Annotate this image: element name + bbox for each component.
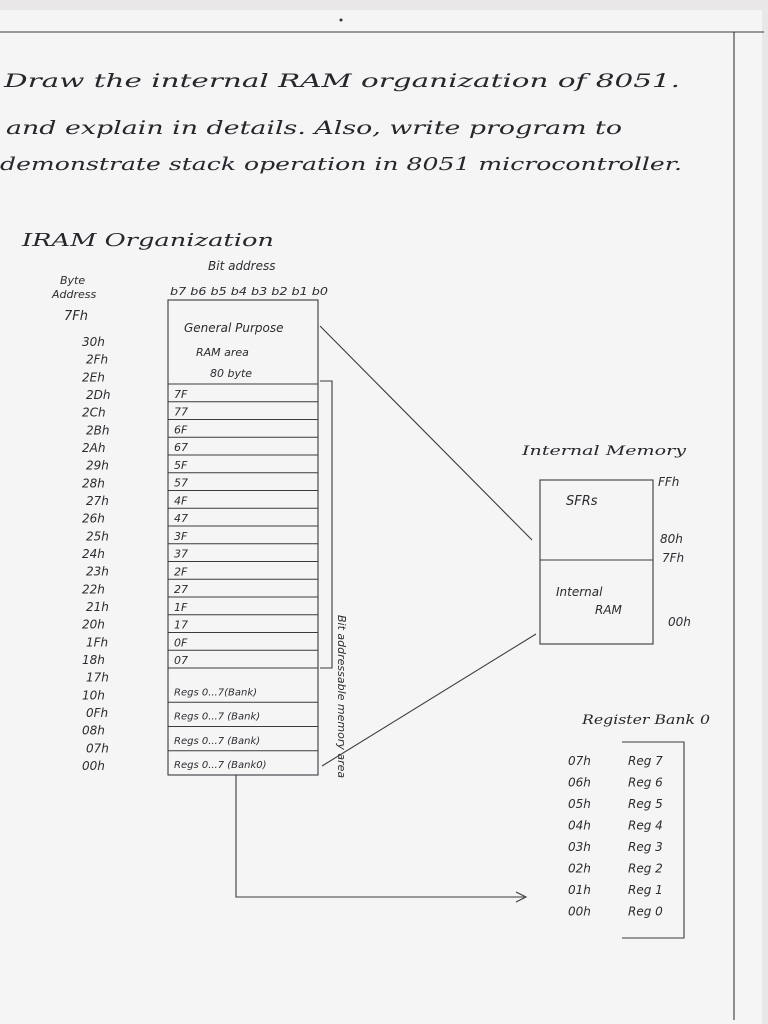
register-name: Reg 3 [628, 840, 663, 854]
bit-cell-label: 2F [174, 565, 188, 579]
bit-cell-label: 4F [174, 494, 188, 508]
register-address: 07h [568, 754, 591, 768]
byte-address: 00h [82, 759, 105, 773]
addr-7fh: 7Fh [662, 551, 685, 565]
connector-lower [322, 634, 536, 766]
gp-label-line3: 80 byte [210, 367, 253, 380]
byte-address: 30h [82, 335, 105, 349]
bit-cell-label: 0F [174, 636, 188, 650]
bit-cell-label: 47 [174, 512, 188, 525]
connector-upper [320, 326, 532, 540]
bit-cell-label: 3F [174, 529, 188, 543]
bank-cell-label: Regs 0...7 (Bank) [174, 735, 261, 747]
byte-address: 2Dh [86, 388, 111, 402]
bit-cell-label: 5F [174, 458, 188, 472]
bit-cell-label: 27 [174, 583, 188, 596]
byte-address: 2Ch [82, 405, 106, 420]
byte-address: 18h [82, 653, 105, 667]
bit-cell-label: 7F [174, 387, 188, 401]
register-address: 02h [568, 861, 591, 876]
bank-cell-label: Regs 0...7 (Bank) [174, 711, 261, 723]
byte-address: 10h [82, 688, 105, 703]
internal-memory-title: Internal Memory [520, 444, 687, 459]
byte-address-label: Byte Address [52, 274, 97, 301]
register-name: Reg 2 [628, 861, 663, 876]
byte-address: 27h [86, 494, 109, 508]
question-line-2: and explain in details. Also, write program to [6, 117, 622, 139]
byte-address: 08h [82, 723, 105, 738]
byte-address: 1Fh [86, 635, 109, 650]
byte-address: 29h [86, 458, 109, 473]
question-line-3: demonstrate stack operation in 8051 microcontroller. [0, 154, 682, 175]
gp-label-line1: General Purpose [184, 321, 284, 335]
register-name: Reg 0 [628, 904, 663, 919]
bit-cell-label: 67 [174, 441, 188, 454]
bit-cell-label: 17 [174, 618, 188, 632]
register-address: 03h [568, 840, 591, 854]
byte-address: 0Fh [86, 706, 109, 720]
register-name: Reg 4 [628, 818, 663, 833]
addr-00h: 00h [668, 615, 691, 629]
top-address-label: 7Fh [64, 309, 88, 324]
byte-address: 24h [82, 547, 105, 561]
question-line-1: Draw the internal RAM organization of 8051. [2, 70, 680, 92]
bank-cell-label: Regs 0...7(Bank) [174, 687, 258, 699]
bank-cell-label: Regs 0...7 (Bank0) [174, 760, 267, 771]
bit-cell-label: 37 [174, 547, 188, 561]
register-address: 00h [568, 904, 591, 919]
arrow-to-register-bank [236, 775, 524, 897]
register-name: Reg 6 [628, 775, 663, 790]
byte-address: 21h [86, 600, 109, 614]
byte-address: 07h [86, 741, 109, 756]
register-address: 04h [568, 818, 591, 833]
bit-cell-label: 57 [174, 476, 188, 490]
bit-addressable-label: Bit addressable memory area [335, 615, 348, 779]
byte-address: 2Fh [86, 352, 109, 367]
byte-address: 2Eh [82, 370, 105, 385]
addr-80h: 80h [660, 532, 683, 546]
byte-address: 25h [86, 529, 109, 544]
diagram-title: IRAM Organization [20, 230, 274, 251]
byte-address: 2Ah [82, 441, 106, 455]
byte-address: 20h [82, 617, 105, 632]
bit-header: b7 b6 b5 b4 b3 b2 b1 b0 [170, 285, 328, 298]
register-bank-cells [168, 687, 318, 771]
register-address: 05h [568, 797, 591, 811]
bit-addressable-cells [168, 388, 318, 668]
byte-address: 26h [82, 511, 105, 526]
byte-address: 28h [82, 476, 105, 491]
register-name: Reg 7 [628, 754, 663, 768]
bit-cell-label: 6F [174, 423, 188, 437]
bit-cell-label: 77 [174, 405, 188, 419]
byte-address: 17h [86, 670, 109, 685]
byte-address-column [82, 335, 110, 773]
internal-ram-label-1: Internal [556, 585, 603, 599]
bit-address-label: Bit address [208, 259, 276, 273]
register-name: Reg 5 [628, 797, 663, 811]
byte-address: 2Bh [86, 423, 110, 438]
byte-address: 23h [86, 564, 109, 579]
sfr-label: SFRs [566, 494, 598, 509]
addr-ffh: FFh [658, 475, 680, 489]
register-address: 06h [568, 775, 591, 790]
register-bank-title: Register Bank 0 [580, 713, 710, 728]
gp-label-line2: RAM area [196, 346, 249, 359]
internal-ram-label-2: RAM [595, 603, 622, 617]
ink-dot [340, 19, 343, 22]
bit-area-bracket [320, 381, 332, 668]
bit-cell-label: 1F [174, 600, 188, 614]
register-name: Reg 1 [628, 883, 663, 897]
register-address: 01h [568, 883, 591, 897]
register-bank-rows [568, 754, 663, 919]
byte-address: 22h [82, 582, 105, 597]
bit-cell-label: 07 [174, 654, 188, 667]
